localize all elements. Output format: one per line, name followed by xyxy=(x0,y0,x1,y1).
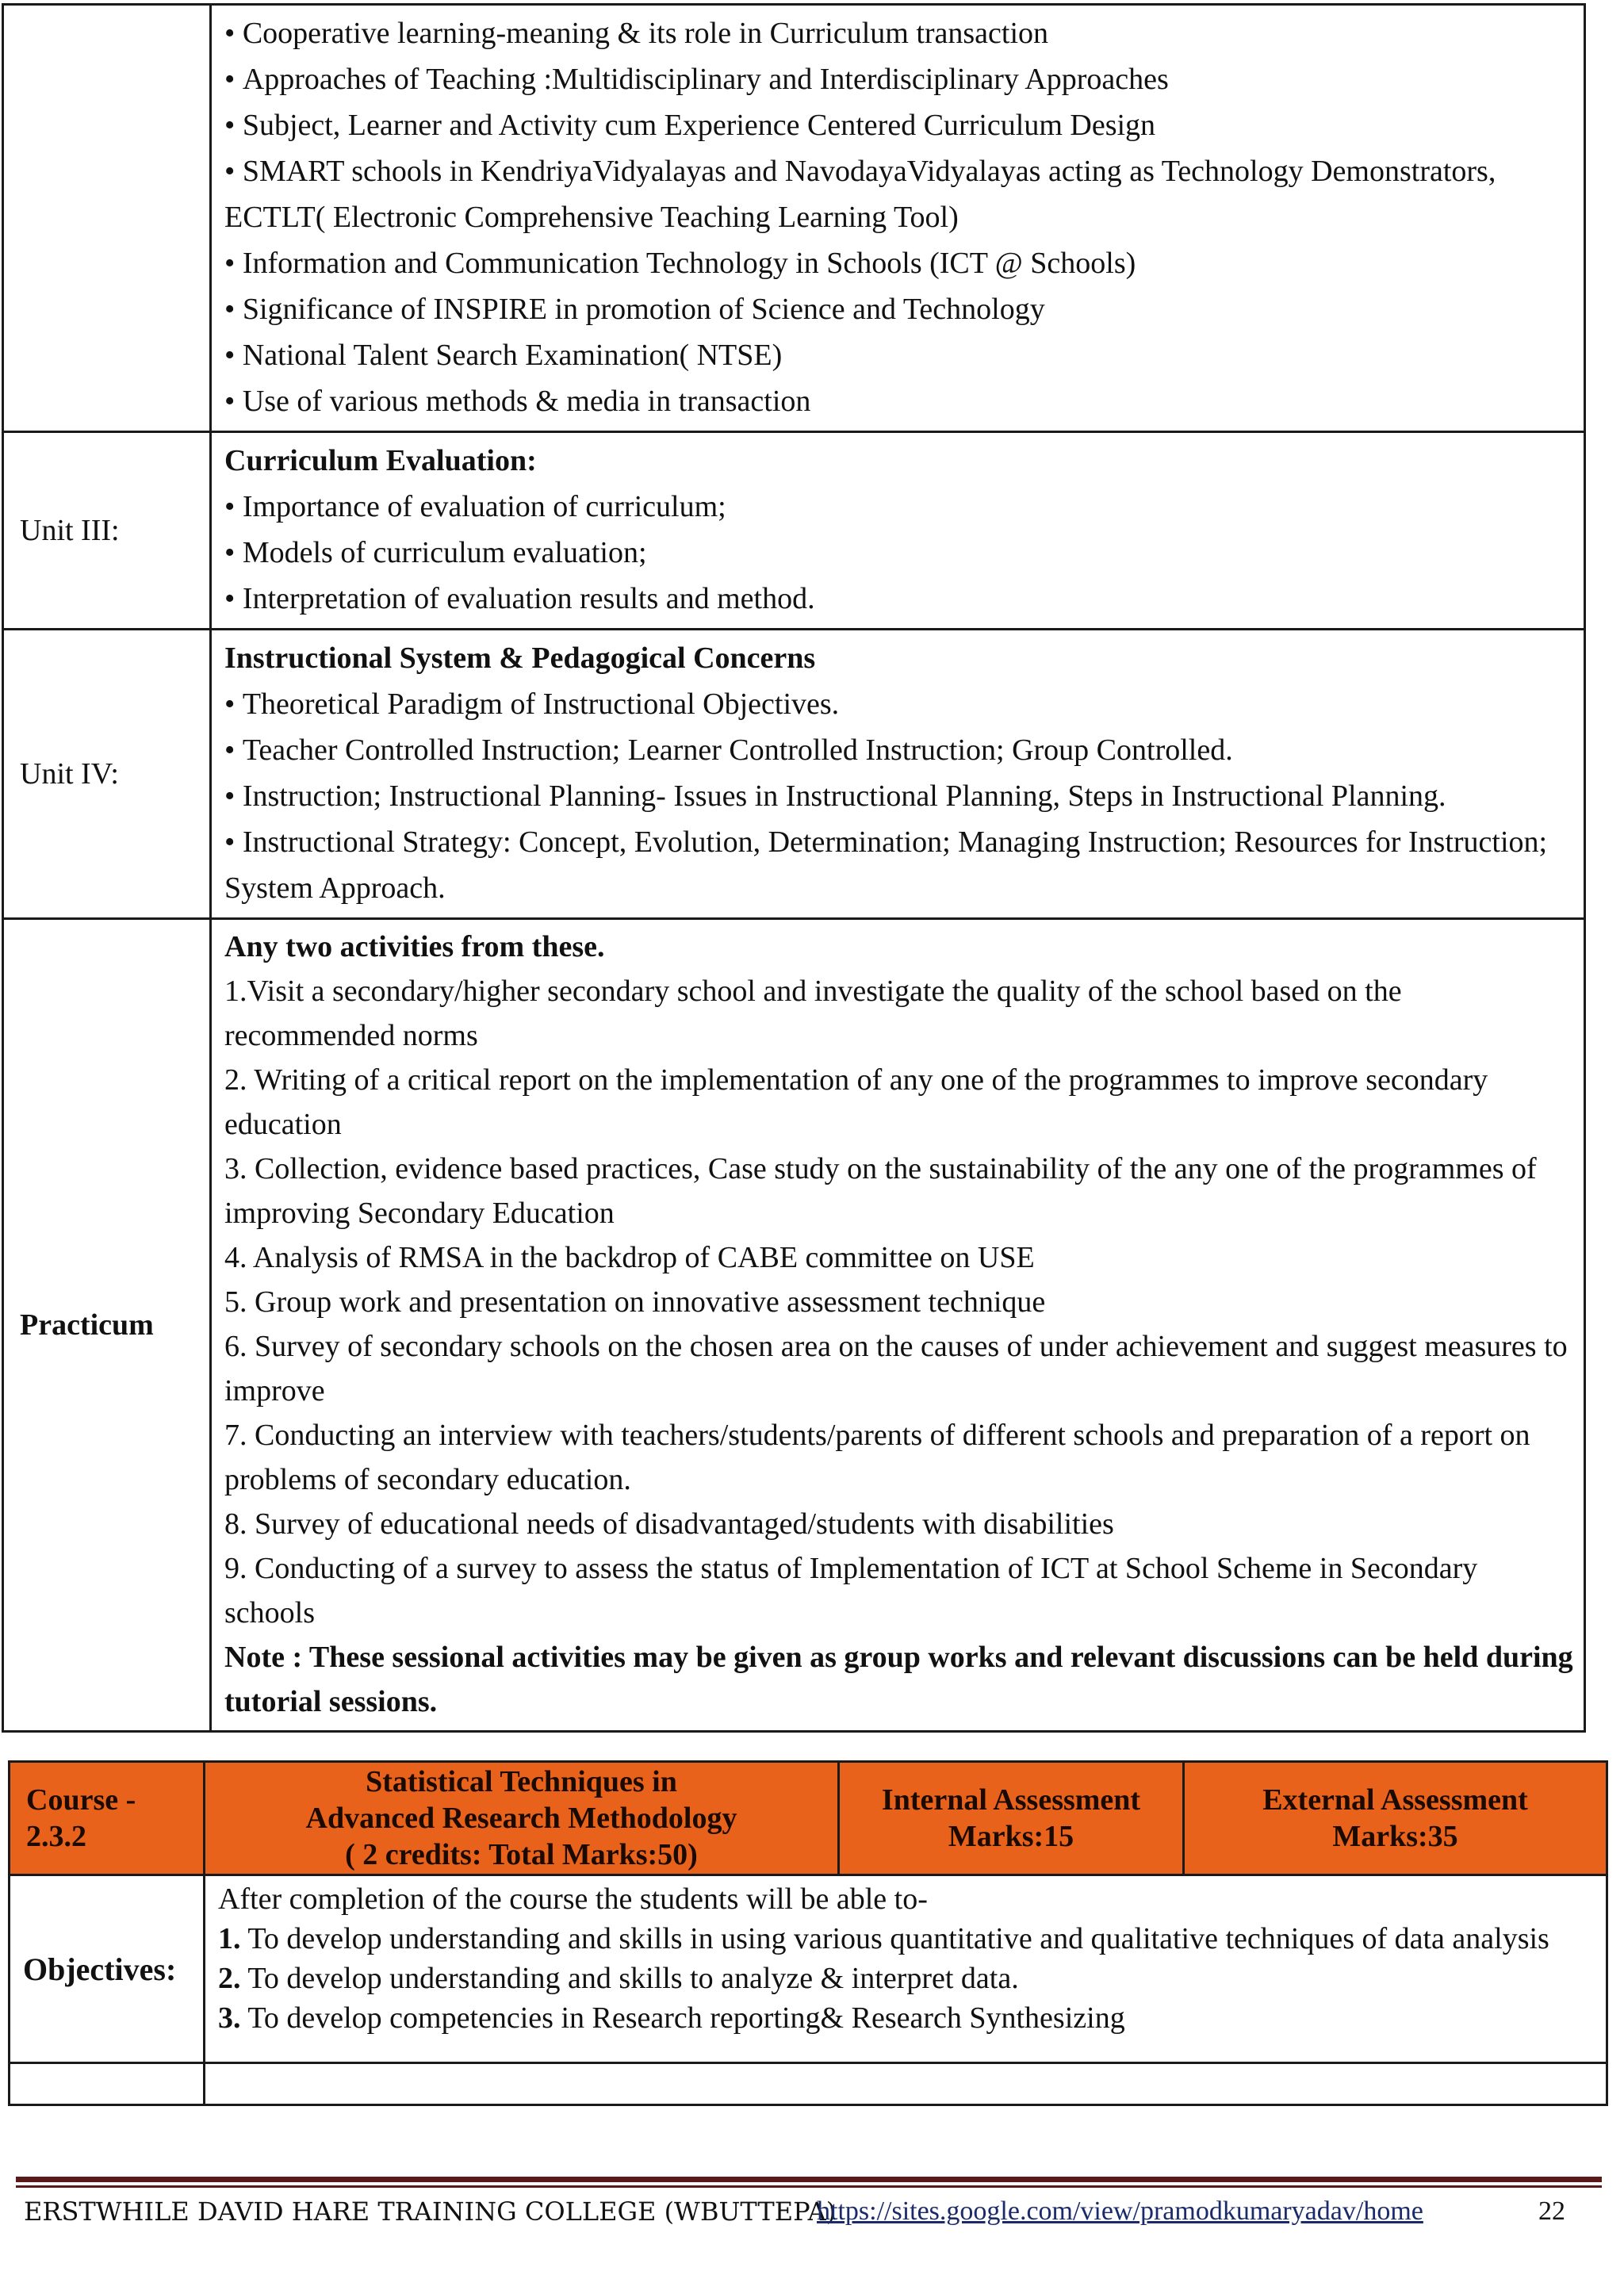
page-number: 22 xyxy=(1538,2196,1565,2226)
section-heading: Instructional System & Pedagogical Concerns xyxy=(224,641,816,675)
practicum-note: Note : These sessional activities may be given as group works and relevant discussions can be held during tutorial sessions. xyxy=(224,1641,1573,1718)
external-assessment-line: External Assessment xyxy=(1262,1783,1528,1817)
table-row xyxy=(10,2063,1607,2105)
list-item: 9. Conducting of a survey to assess the status of Implementation of ICT at School Scheme in Secondary schools xyxy=(224,1552,1478,1630)
table-row xyxy=(3,630,1585,919)
list-item: • National Talent Search Examination( NTSE) xyxy=(224,332,1574,378)
course-code-line: 2.3.2 xyxy=(26,1820,86,1853)
list-item: 7. Conducting an interview with teachers/students/parents of different schools and preparation of a report on problems of secondary education. xyxy=(224,1419,1530,1496)
website-link[interactable]: https://sites.google.com/view/pramodkumaryadav/home xyxy=(817,2196,1423,2226)
list-item: • Instructional Strategy: Concept, Evolution, Determination; Managing Instruction; Resources for Instruction; System Approach. xyxy=(224,819,1574,911)
list-item xyxy=(218,1959,1596,1998)
list-item: 6. Survey of secondary schools on the chosen area on the causes of under achievement and suggest measures to improve xyxy=(224,1330,1568,1407)
course-title-line: Statistical Techniques in xyxy=(366,1765,677,1798)
college-name: ERSTWHILE DAVID HARE TRAINING COLLEGE (WBUTTEPA) xyxy=(24,2196,837,2227)
course-title-line: Advanced Research Methodology xyxy=(305,1802,737,1835)
external-assessment-line: Marks:35 xyxy=(1332,1820,1458,1853)
table-row xyxy=(3,5,1585,432)
list-item: 3. Collection, evidence based practices, Case study on the sustainability of the any one of the programmes of improving Secondary Education xyxy=(224,1152,1537,1230)
course-code xyxy=(10,1762,205,1875)
unit-content xyxy=(211,5,1585,432)
empty-cell xyxy=(10,2063,205,2105)
internal-assessment xyxy=(839,1762,1184,1875)
external-assessment xyxy=(1184,1762,1607,1875)
practicum-label: Practicum xyxy=(3,919,211,1732)
objective-text: To develop understanding and skills in using various quantitative and qualitative techniques of data analysis xyxy=(240,1922,1549,1955)
list-item: • Subject, Learner and Activity cum Experience Centered Curriculum Design xyxy=(224,102,1574,148)
objective-text: To develop understanding and skills to analyze & interpret data. xyxy=(240,1962,1019,1995)
list-item: • Interpretation of evaluation results and method. xyxy=(224,576,1574,622)
list-item: 2. Writing of a critical report on the implementation of any one of the programmes to improve secondary education xyxy=(224,1063,1488,1141)
unit-content xyxy=(211,432,1585,630)
list-item: • Approaches of Teaching :Multidisciplinary and Interdisciplinary Approaches xyxy=(224,56,1574,102)
footer-rule xyxy=(16,2185,1602,2188)
table-row xyxy=(3,919,1585,1732)
course-code-line: Course - xyxy=(26,1783,136,1817)
internal-assessment-line: Internal Assessment xyxy=(881,1783,1141,1817)
list-item: • SMART schools in KendriyaVidyalayas and NavodayaVidyalayas acting as Technology Demonstrators, ECTLT( Electronic Comprehensive Teaching Learning Tool) xyxy=(224,148,1574,240)
list-item: 5. Group work and presentation on innovative assessment technique xyxy=(224,1285,1046,1319)
list-item: • Teacher Controlled Instruction; Learner Controlled Instruction; Group Controlled. xyxy=(224,727,1574,773)
internal-assessment-line: Marks:15 xyxy=(948,1820,1074,1853)
objectives-intro: After completion of the course the students will be able to- xyxy=(218,1882,928,1916)
objectives-row xyxy=(10,1875,1607,2063)
objectives-content xyxy=(205,1875,1607,2063)
objective-number: 2. xyxy=(218,1962,241,1995)
objective-number: 3. xyxy=(218,2001,241,2035)
objective-number: 1. xyxy=(218,1922,241,1955)
list-item xyxy=(218,1919,1596,1959)
course-title-line: ( 2 credits: Total Marks:50) xyxy=(345,1838,698,1871)
list-item: • Significance of INSPIRE in promotion of Science and Technology xyxy=(224,286,1574,332)
list-item: • Models of curriculum evaluation; xyxy=(224,530,1574,576)
section-heading: Curriculum Evaluation: xyxy=(224,444,537,477)
course-title xyxy=(205,1762,839,1875)
syllabus-table xyxy=(2,3,1586,1733)
empty-cell xyxy=(205,2063,1607,2105)
course-header-row xyxy=(10,1762,1607,1875)
unit-label: Unit IV: xyxy=(3,630,211,919)
practicum-content xyxy=(211,919,1585,1732)
course-table xyxy=(8,1760,1608,2106)
list-item: • Use of various methods & media in transaction xyxy=(224,378,1574,424)
section-heading: Any two activities from these. xyxy=(224,930,605,963)
list-item: • Theoretical Paradigm of Instructional Objectives. xyxy=(224,681,1574,727)
list-item: • Instruction; Instructional Planning- Issues in Instructional Planning, Steps in Instructional Planning. xyxy=(224,773,1574,819)
list-item: 8. Survey of educational needs of disadvantaged/students with disabilities xyxy=(224,1507,1114,1541)
unit-content xyxy=(211,630,1585,919)
list-item: • Importance of evaluation of curriculum; xyxy=(224,484,1574,530)
objectives-label: Objectives: xyxy=(10,1875,205,2063)
list-item: • Cooperative learning-meaning & its role in Curriculum transaction xyxy=(224,10,1574,56)
unit-label: Unit III: xyxy=(3,432,211,630)
unit-cell-empty xyxy=(3,5,211,432)
list-item xyxy=(218,1998,1596,2038)
table-row xyxy=(3,432,1585,630)
list-item: • Information and Communication Technology in Schools (ICT @ Schools) xyxy=(224,240,1574,286)
list-item: 4. Analysis of RMSA in the backdrop of CABE committee on USE xyxy=(224,1241,1035,1274)
objective-text: To develop competencies in Research reporting& Research Synthesizing xyxy=(240,2001,1125,2035)
list-item: 1.Visit a secondary/higher secondary school and investigate the quality of the school based on the recommended norms xyxy=(224,975,1402,1052)
footer-rule xyxy=(16,2177,1602,2182)
